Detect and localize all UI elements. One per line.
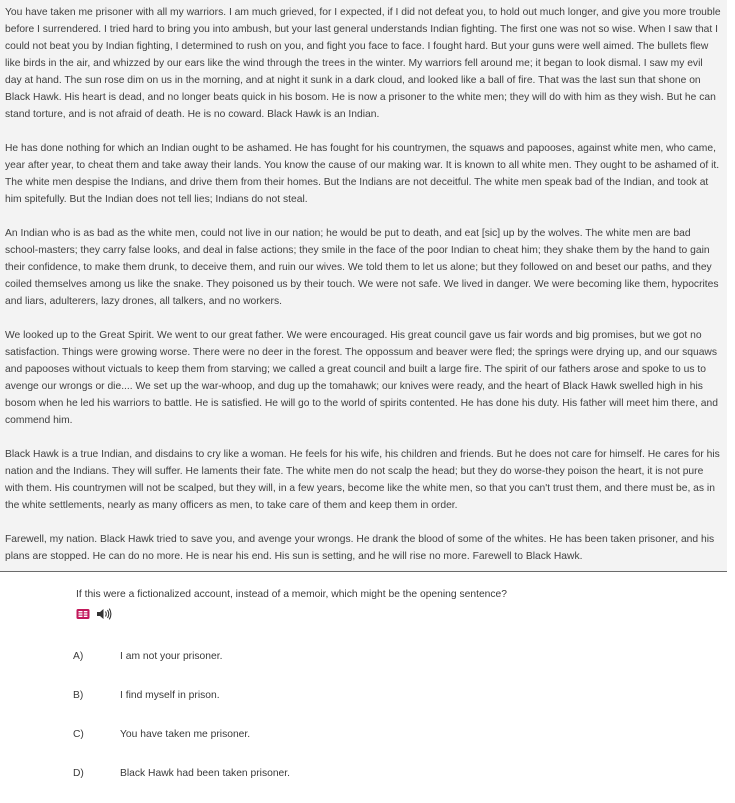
passage-paragraph: He has done nothing for which an Indian ought to be ashamed. He has fought for his countrymen, the squaws and papooses, against white men, who came, year after year, to cheat them and take away their lands. You know the cause of our making war. It is known to all white men. They ought to be ashamed of it. The white men despise the Indians, and drive them from their homes. But the Indians are not deceitful. The white men speak bad of the Indian, and took at him spitefully. But the Indian does not tell lies; Indians do not steal. bbox=[5, 143, 720, 205]
option-letter: A) bbox=[73, 651, 84, 662]
passage-paragraph: Farewell, my nation. Black Hawk tried to save you, and avenge your wrongs. He drank the blood of some of the whites. He has been taken prisoner, and his plans are stopped. He can do no more. He is near his end. His sun is setting, and he will rise no more. Farewell to Black Hawk. bbox=[5, 534, 715, 562]
passage-paragraph: Black Hawk is a true Indian, and disdains to cry like a woman. He feels for his wife, his children and friends. But he does not care for himself. He cares for his nation and the Indians. They will suffer. He laments their fate. The white men do not scalp the head; but they do worse-they poison the heart, it is not pure with them. His countrymen will not be scalped, but they will, in a few years, become like the white men, so that you can't trust them, and there must be, as in the white settlements, nearly as many officers as men, to take care of them and keep them in order. bbox=[5, 449, 720, 511]
option-letter: B) bbox=[73, 690, 84, 701]
answer-option-c[interactable] bbox=[73, 729, 473, 745]
answer-option-d[interactable] bbox=[73, 768, 473, 784]
dictionary-icon[interactable] bbox=[76, 607, 90, 621]
answer-option-a[interactable] bbox=[73, 651, 473, 667]
question-panel bbox=[0, 573, 735, 803]
option-text: You have taken me prisoner. bbox=[120, 729, 251, 740]
question-prompt: If this were a fictionalized account, instead of a memoir, which might be the opening sentence? bbox=[76, 589, 508, 600]
option-letter: D) bbox=[73, 768, 84, 779]
question-tools bbox=[76, 607, 110, 621]
passage-paragraph: An Indian who is as bad as the white men, could not live in our nation; he would be put to death, and eat [sic] up by the wolves. The white men are bad school-masters; they carry false looks, and deal in false actions; they smile in the face of the poor Indian to cheat him; they shake them by the hand to gain their confidence, to make them drunk, to deceive them, and ruin our wives. We told them to let us alone; but they followed on and beset our paths, and they coiled themselves among us like the snake. They poisoned us by their touch. We were not safe. We lived in danger. We were becoming like them, hypocrites and liars, adulterers, lazy drones, all talkers, and no workers. bbox=[5, 228, 719, 307]
option-letter: C) bbox=[73, 729, 84, 740]
speaker-icon[interactable] bbox=[96, 607, 110, 621]
passage-paragraph: We looked up to the Great Spirit. We went to our great father. We were encouraged. His great council gave us fair words and big promises, but we got no satisfaction. Things were growing worse. There were no deer in the forest. The oppossum and beaver were fled; the springs were drying up, and our squaws and papooses without victuals to keep them from starving; we called a great council and built a large fire. The spirit of our fathers arose and spoke to us to avenge our wrongs or die.... We set up the war-whoop, and dug up the tomahawk; our knives were ready, and the heart of Black Hawk swelled high in his bosom when he led his warriors to battle. He is satisfied. He will go to the world of spirits contented. He has done his duty. His father will meet him there, and commend him. bbox=[5, 330, 718, 426]
option-text: I find myself in prison. bbox=[120, 690, 220, 701]
passage-paragraph: You have taken me prisoner with all my warriors. I am much grieved, for I expected, if I did not defeat you, to hold out much longer, and give you more trouble before I surrendered. I tried hard to bring you into ambush, but your last general understands Indian fighting. The first one was not so wise. When I saw that I could not beat you by Indian fighting, I determined to rush on you, and fight you face to face. I fought hard. But your guns were well aimed. The bullets flew like birds in the air, and whizzed by our ears like the wind through the trees in the winter. My warriors fell around me; it began to look dismal. I saw my evil day at hand. The sun rose dim on us in the morning, and at night it sunk in a dark cloud, and looked like a ball of fire. That was the last sun that shone on Black Hawk. His heart is dead, and no longer beats quick in his bosom. He is now a prisoner to the white men; they will do with him as they wish. But he can stand torture, and is not afraid of death. He is no coward. Black Hawk is an Indian. bbox=[5, 7, 721, 120]
answer-option-b[interactable] bbox=[73, 690, 473, 706]
option-text: I am not your prisoner. bbox=[120, 651, 223, 662]
option-text: Black Hawk had been taken prisoner. bbox=[120, 768, 290, 779]
